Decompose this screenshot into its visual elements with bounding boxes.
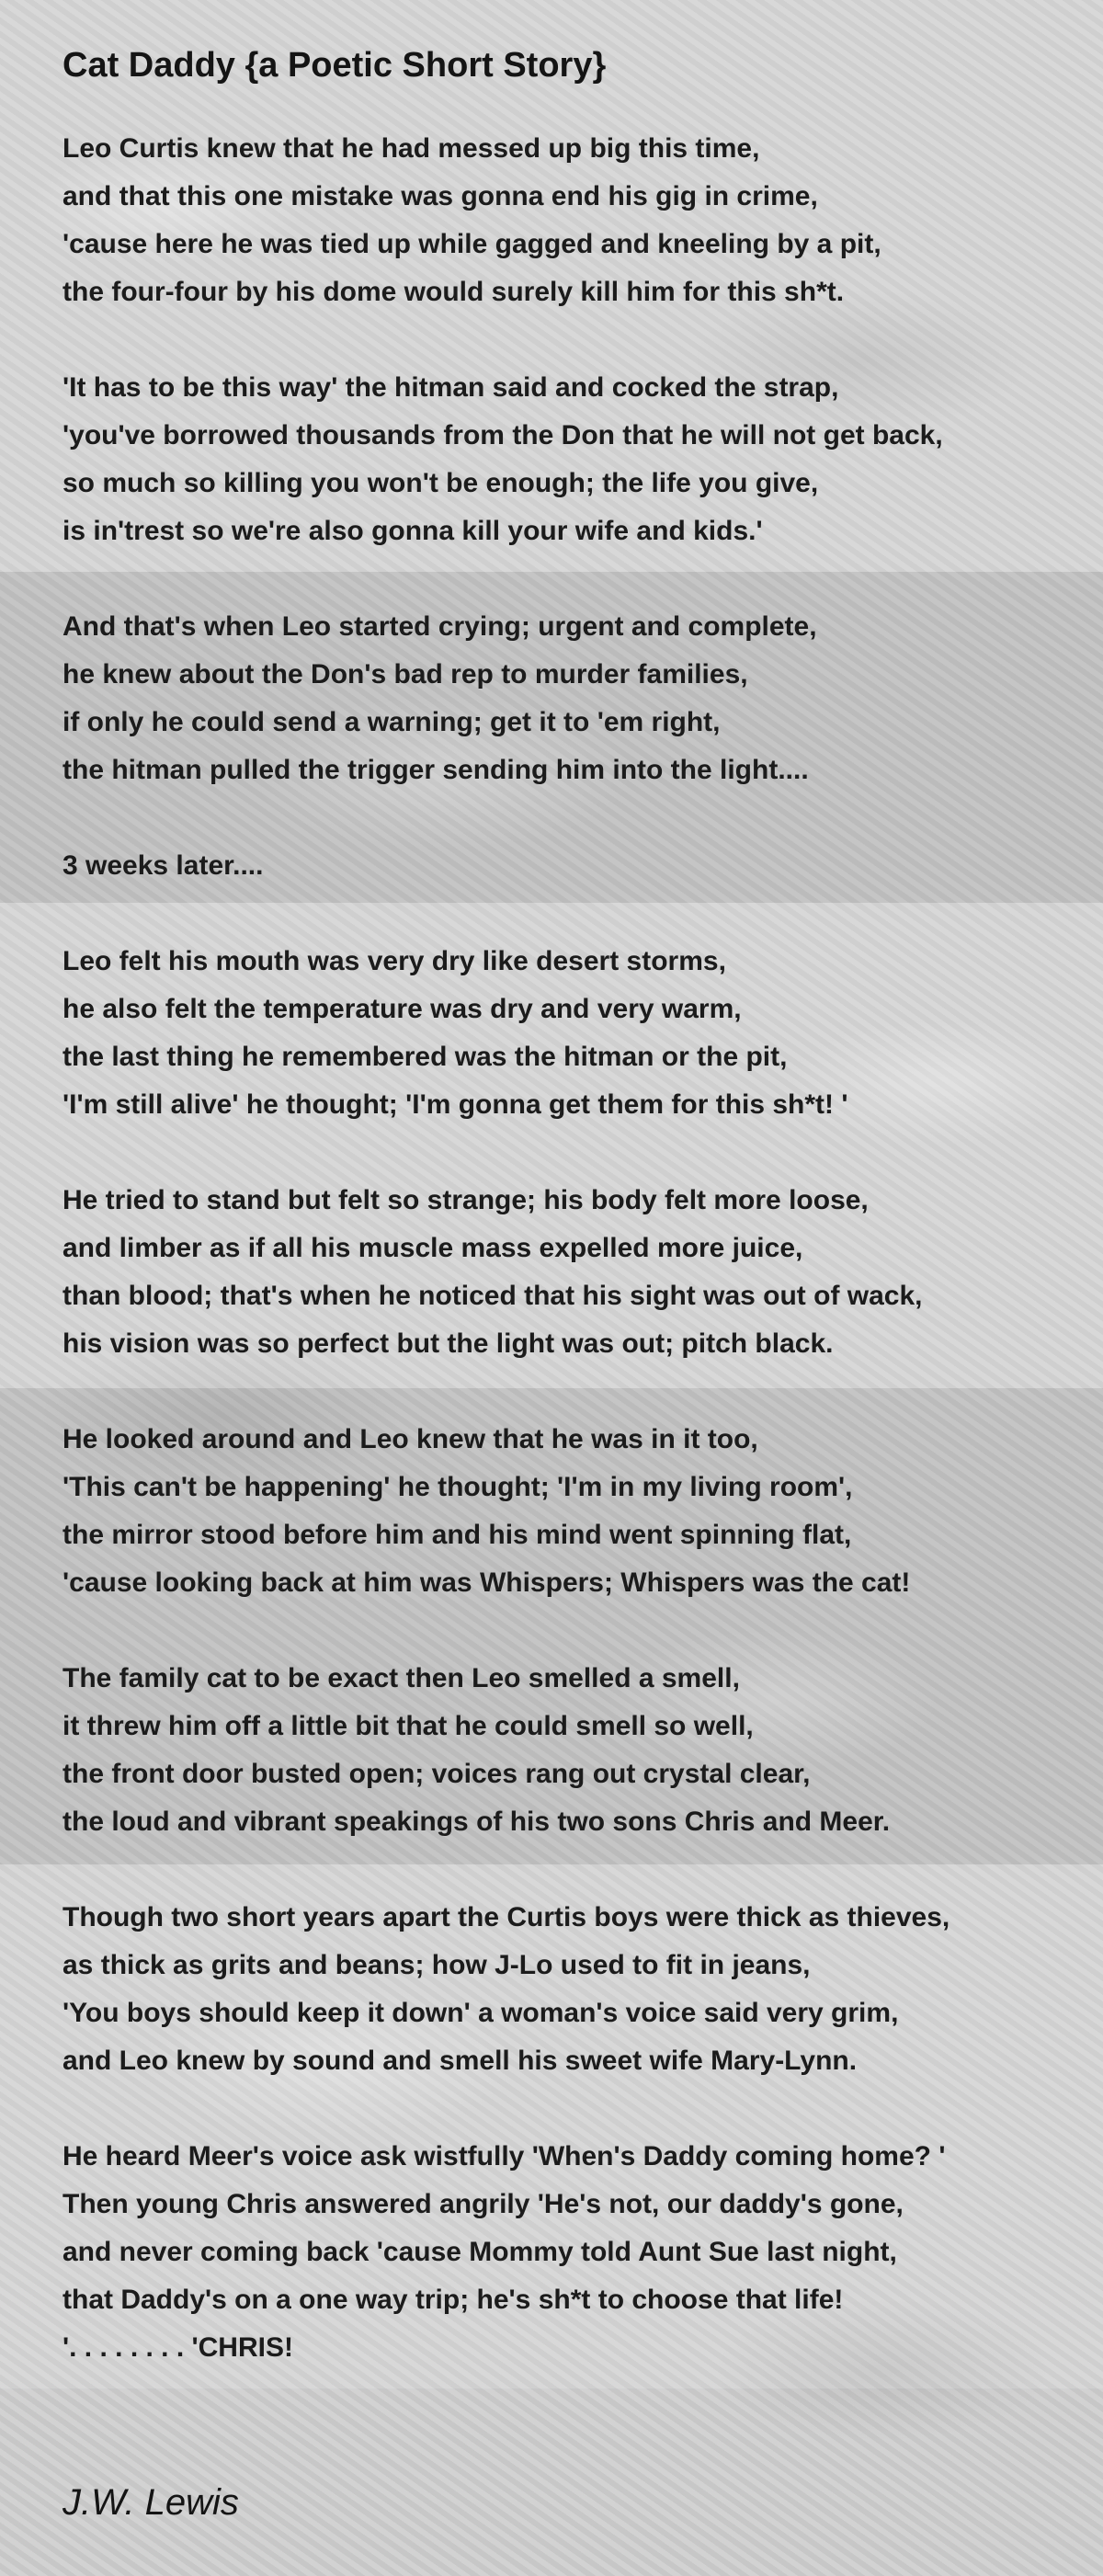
poem-line: than blood; that's when he noticed that his sight was out of wack, <box>63 1280 923 1311</box>
poem-line: the loud and vibrant speakings of his two sons Chris and Meer. <box>63 1806 891 1837</box>
poem-line: the last thing he remembered was the hitman or the pit, <box>63 1041 788 1072</box>
poem-line: 'cause here he was tied up while gagged and kneeling by a pit, <box>63 228 881 259</box>
stanza <box>63 1894 1074 2085</box>
poem-line: and that this one mistake was gonna end his gig in crime, <box>63 180 818 211</box>
poem-line: he knew about the Don's bad rep to murder families, <box>63 658 748 690</box>
stanza <box>63 1177 1074 1368</box>
poem-line: the mirror stood before him and his mind went spinning flat, <box>63 1519 852 1550</box>
poem-line: his vision was so perfect but the light was out; pitch black. <box>63 1328 834 1359</box>
poem-author: J.W. Lewis <box>63 2482 239 2523</box>
poem-line: Then young Chris answered angrily 'He's not, our daddy's gone, <box>63 2188 904 2219</box>
poem-line: He looked around and Leo knew that he was in it too, <box>63 1423 758 1454</box>
poem-line: and never coming back 'cause Mommy told Aunt Sue last night, <box>63 2236 897 2267</box>
poem-line: Leo felt his mouth was very dry like desert storms, <box>63 945 726 976</box>
poem-line: He tried to stand but felt so strange; his body felt more loose, <box>63 1184 869 1215</box>
poem-line: if only he could send a warning; get it to 'em right, <box>63 706 721 737</box>
poem-line: 'cause looking back at him was Whispers; Whispers was the cat! <box>63 1567 911 1598</box>
poem-line: that Daddy's on a one way trip; he's sh*t to choose that life! <box>63 2284 844 2315</box>
poem-line: as thick as grits and beans; how J-Lo used to fit in jeans, <box>63 1949 811 1980</box>
poem-line: the front door busted open; voices rang out crystal clear, <box>63 1758 811 1789</box>
poem-line: 'You boys should keep it down' a woman's voice said very grim, <box>63 1997 899 2028</box>
poem-line: '. . . . . . . . 'CHRIS! <box>63 2331 293 2363</box>
poem-line: 'This can't be happening' he thought; 'I'm in my living room', <box>63 1471 853 1502</box>
stanza <box>63 603 1074 794</box>
stanza <box>63 938 1074 1129</box>
stanza <box>63 842 1074 890</box>
poem-line: it threw him off a little bit that he could smell so well, <box>63 1710 754 1741</box>
poem-line: 'It has to be this way' the hitman said and cocked the strap, <box>63 371 839 403</box>
stanza <box>63 125 1074 316</box>
poem-line: 3 weeks later.... <box>63 849 264 881</box>
poem-line: is in'trest so we're also gonna kill your wife and kids.' <box>63 515 763 546</box>
stanza <box>63 1416 1074 1607</box>
poem-line: The family cat to be exact then Leo smelled a smell, <box>63 1662 740 1693</box>
poem-line: the hitman pulled the trigger sending him into the light.... <box>63 754 809 785</box>
poem-line: And that's when Leo started crying; urgent and complete, <box>63 610 817 642</box>
poem-line: He heard Meer's voice ask wistfully 'When's Daddy coming home? ' <box>63 2140 946 2171</box>
poem-title: Cat Daddy {a Poetic Short Story} <box>63 46 607 85</box>
poem-body <box>63 44 1074 2420</box>
poem-line: and limber as if all his muscle mass expelled more juice, <box>63 1232 803 1263</box>
poem-stanzas <box>63 125 1074 2372</box>
poem-line: the four-four by his dome would surely kill him for this sh*t. <box>63 276 845 307</box>
poem-line: he also felt the temperature was dry and very warm, <box>63 993 742 1024</box>
poem-line: so much so killing you won't be enough; the life you give, <box>63 467 819 498</box>
poem-line: 'you've borrowed thousands from the Don that he will not get back, <box>63 419 943 450</box>
stanza <box>63 364 1074 555</box>
poem-line: Though two short years apart the Curtis boys were thick as thieves, <box>63 1901 950 1932</box>
stanza <box>63 1655 1074 1846</box>
stanza <box>63 2133 1074 2372</box>
poem-line: Leo Curtis knew that he had messed up big this time, <box>63 132 760 164</box>
poem-line: 'I'm still alive' he thought; 'I'm gonna get them for this sh*t! ' <box>63 1089 848 1120</box>
poem-line: and Leo knew by sound and smell his sweet wife Mary-Lynn. <box>63 2045 858 2076</box>
